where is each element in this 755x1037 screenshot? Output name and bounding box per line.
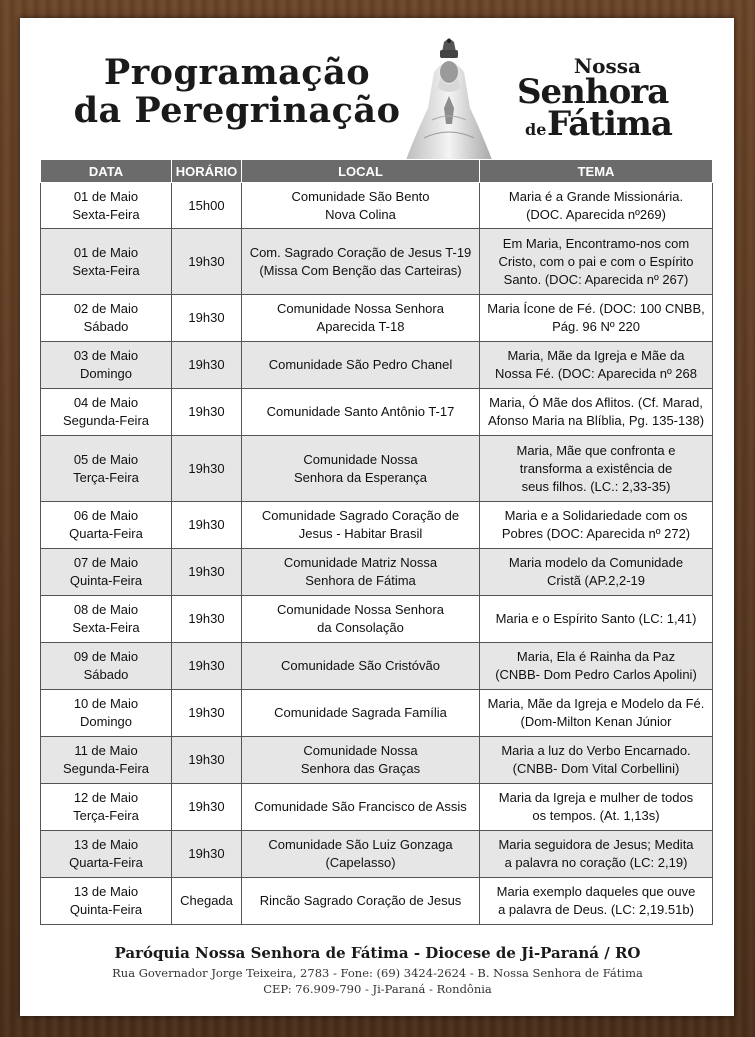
- tema-line: Maria Ícone de Fé. (DOC: 100 CNBB,: [487, 301, 705, 316]
- cell-date: [41, 643, 172, 690]
- tema-line: transforma a existência de: [519, 460, 673, 476]
- cell-date: [41, 436, 172, 502]
- page-title: [72, 54, 402, 130]
- cell-tema: [480, 690, 713, 737]
- weekday-text: Domingo: [79, 714, 133, 729]
- table-row: [41, 389, 713, 436]
- cell-tema: [480, 183, 713, 229]
- local-line: Comunidade Matriz Nossa: [283, 555, 438, 570]
- cell-local: [242, 389, 480, 436]
- cell-local: [242, 784, 480, 831]
- cell-date: [41, 690, 172, 737]
- cell-local: [242, 878, 480, 925]
- brand-senhora: Senhora: [517, 72, 669, 112]
- weekday-text: Sábado: [83, 319, 129, 334]
- title-line-2: da Peregrinação: [73, 90, 401, 131]
- footer-cep: CEP: 76.909-790 - Ji-Paraná - Rondônia: [263, 982, 492, 996]
- cell-time: Chegada: [172, 878, 242, 925]
- date-text: 05 de Maio: [73, 451, 139, 467]
- cell-tema: [480, 549, 713, 596]
- tema-line: Maria é a Grande Missionária.: [508, 188, 684, 204]
- cell-time: 19h30: [172, 436, 242, 502]
- cell-tema: [480, 502, 713, 549]
- brand-nossa: Nossa: [573, 54, 641, 78]
- local-line: Comunidade Nossa Senhora: [277, 602, 444, 617]
- cell-local: [242, 643, 480, 690]
- weekday-text: Quinta-Feira: [69, 573, 143, 588]
- cell-local: [242, 229, 480, 295]
- local-line: Rincão Sagrado Coração de Jesus: [259, 893, 462, 908]
- table-row: [41, 596, 713, 643]
- tema-line: Maria a luz do Verbo Encarnado.: [501, 743, 691, 758]
- weekday-text: Segunda-Feira: [63, 413, 149, 428]
- table-row: [41, 690, 713, 737]
- tema-line: Maria e a Solidariedade com os: [504, 508, 688, 523]
- tema-line: (DOC. Aparecida nº269): [526, 206, 666, 222]
- date-text: 02 de Maio: [73, 301, 139, 316]
- date-text: 09 de Maio: [73, 649, 139, 664]
- date-text: 03 de Maio: [73, 348, 139, 363]
- tema-line: os tempos. (At. 1,13s): [532, 808, 660, 823]
- date-text: 04 de Maio: [73, 395, 139, 410]
- table-row: [41, 295, 713, 342]
- date-text: 07 de Maio: [73, 555, 139, 570]
- cell-time: 15h00: [172, 183, 242, 229]
- table-row: [41, 229, 713, 295]
- cell-date: [41, 549, 172, 596]
- local-line: Comunidade São Francisco de Assis: [254, 799, 467, 814]
- cell-local: [242, 831, 480, 878]
- cell-date: [41, 737, 172, 784]
- local-line: Nova Colina: [325, 206, 396, 222]
- date-text: 01 de Maio: [73, 244, 139, 260]
- local-line: da Consolação: [317, 620, 404, 635]
- local-line: Comunidade Nossa Senhora: [277, 301, 444, 316]
- table-row: [41, 831, 713, 878]
- cell-local: [242, 596, 480, 643]
- cell-date: [41, 596, 172, 643]
- weekday-text: Sexta-Feira: [72, 206, 140, 222]
- tema-line: a palavra no coração (LC: 2,19): [504, 855, 688, 870]
- footer-parish: Paróquia Nossa Senhora de Fátima - Diocese de Ji-Paraná / RO: [114, 944, 641, 962]
- tema-line: seus filhos. (LC.: 2,33-35): [521, 478, 671, 494]
- column-header-local: LOCAL: [242, 160, 480, 183]
- tema-line: Maria seguidora de Jesus; Medita: [498, 837, 694, 852]
- cell-local: [242, 342, 480, 389]
- date-text: 10 de Maio: [73, 696, 139, 711]
- madonna-statue-icon: [404, 38, 494, 160]
- cell-time: 19h30: [172, 596, 242, 643]
- weekday-text: Terça-Feira: [73, 808, 139, 823]
- table-row: [41, 549, 713, 596]
- weekday-text: Terça-Feira: [73, 469, 139, 485]
- cell-date: [41, 183, 172, 229]
- date-text: 08 de Maio: [73, 602, 139, 617]
- column-header-tema: TEMA: [480, 160, 713, 183]
- tema-line: Maria, Ela é Rainha da Paz: [516, 649, 676, 664]
- table-row: [41, 878, 713, 925]
- local-line: Senhora das Graças: [300, 761, 421, 776]
- cell-local: [242, 436, 480, 502]
- tema-line: Afonso Maria na Blíblia, Pg. 135-138): [487, 413, 705, 428]
- tema-line: (CNBB- Dom Pedro Carlos Apolini): [495, 667, 697, 682]
- cell-tema: [480, 229, 713, 295]
- cell-time: 19h30: [172, 690, 242, 737]
- date-text: 06 de Maio: [73, 508, 139, 523]
- table-row: [41, 342, 713, 389]
- tema-line: Maria modelo da Comunidade: [508, 555, 684, 570]
- cell-local: [242, 295, 480, 342]
- tema-line: Pobres (DOC: Aparecida nº 272): [501, 526, 691, 541]
- cell-time: 19h30: [172, 229, 242, 295]
- tema-line: Maria da Igreja e mulher de todos: [498, 790, 694, 805]
- local-line: (Capelasso): [325, 855, 396, 870]
- schedule-body: [41, 183, 713, 925]
- brand-de: de: [525, 120, 547, 139]
- cell-tema: [480, 295, 713, 342]
- tema-line: (Dom-Milton Kenan Júnior: [520, 714, 672, 729]
- local-line: Comunidade Nossa: [303, 451, 418, 467]
- local-line: (Missa Com Benção das Carteiras): [259, 262, 462, 278]
- date-text: 13 de Maio: [73, 837, 139, 852]
- local-line: Comunidade São Luiz Gonzaga: [268, 837, 453, 852]
- cell-tema: [480, 389, 713, 436]
- cell-time: 19h30: [172, 389, 242, 436]
- cell-date: [41, 295, 172, 342]
- cell-time: 19h30: [172, 784, 242, 831]
- local-line: Com. Sagrado Coração de Jesus T-19: [249, 244, 472, 260]
- cell-time: 19h30: [172, 643, 242, 690]
- cell-date: [41, 389, 172, 436]
- cell-local: [242, 549, 480, 596]
- cell-tema: [480, 436, 713, 502]
- column-header-horario: HORÁRIO: [172, 160, 242, 183]
- cell-tema: [480, 596, 713, 643]
- tema-line: Cristã (AP.2,2-19: [546, 573, 646, 588]
- title-line-1: Programação: [103, 52, 371, 93]
- local-line: Comunidade São Cristóvão: [281, 658, 440, 673]
- local-line: Comunidade São Pedro Chanel: [268, 357, 453, 372]
- local-line: Aparecida T-18: [316, 319, 405, 334]
- cell-tema: [480, 342, 713, 389]
- footer-address: Rua Governador Jorge Teixeira, 2783 - Fone: (69) 3424-2624 - B. Nossa Senhora de Fátima: [112, 966, 643, 980]
- local-line: Comunidade Sagrado Coração de: [261, 508, 460, 523]
- column-header-data: DATA: [41, 160, 172, 183]
- date-text: 01 de Maio: [73, 188, 139, 204]
- cell-local: [242, 183, 480, 229]
- cell-tema: [480, 878, 713, 925]
- tema-line: Em Maria, Encontramo-nos com: [502, 235, 690, 251]
- tema-line: Maria, Mãe da Igreja e Modelo da Fé.: [487, 696, 705, 711]
- tema-line: Maria exemplo daqueles que ouve: [496, 884, 696, 899]
- table-row: [41, 502, 713, 549]
- cell-date: [41, 784, 172, 831]
- cell-date: [41, 229, 172, 295]
- local-line: Jesus - Habitar Brasil: [298, 526, 423, 541]
- cell-local: [242, 690, 480, 737]
- schedule-table: [40, 159, 713, 925]
- cell-date: [41, 831, 172, 878]
- table-row: [41, 436, 713, 502]
- cell-date: [41, 342, 172, 389]
- local-line: Senhora da Esperança: [294, 469, 427, 485]
- local-line: Comunidade Santo Antônio T-17: [266, 404, 455, 419]
- weekday-text: Domingo: [79, 366, 133, 381]
- date-text: 13 de Maio: [73, 884, 139, 899]
- table-row: [41, 737, 713, 784]
- tema-line: Nossa Fé. (DOC: Aparecida nº 268: [494, 366, 697, 381]
- weekday-text: Quinta-Feira: [69, 902, 143, 917]
- cell-tema: [480, 643, 713, 690]
- cell-date: [41, 878, 172, 925]
- weekday-text: Quarta-Feira: [69, 526, 143, 541]
- cell-time: 19h30: [172, 502, 242, 549]
- weekday-text: Sábado: [83, 667, 129, 682]
- table-row: [41, 784, 713, 831]
- cell-local: [242, 502, 480, 549]
- tema-line: Pág. 96 Nº 220: [552, 319, 640, 334]
- cell-tema: [480, 784, 713, 831]
- table-row: [41, 643, 713, 690]
- weekday-text: Sexta-Feira: [72, 620, 140, 635]
- local-line: Comunidade Nossa: [303, 743, 418, 758]
- tema-line: Maria, Mãe que confronta e: [516, 442, 676, 458]
- cell-local: [242, 737, 480, 784]
- table-header-row: [41, 160, 713, 183]
- weekday-text: Quarta-Feira: [69, 855, 143, 870]
- local-line: Comunidade Sagrada Família: [274, 705, 447, 720]
- local-line: Senhora de Fátima: [305, 573, 416, 588]
- cell-date: [41, 502, 172, 549]
- weekday-text: Segunda-Feira: [63, 761, 149, 776]
- tema-line: (CNBB- Dom Vital Corbellini): [512, 761, 680, 776]
- local-line: Comunidade São Bento: [291, 188, 430, 204]
- tema-line: Maria, Mãe da Igreja e Mãe da: [507, 348, 685, 363]
- cell-time: 19h30: [172, 549, 242, 596]
- cell-time: 19h30: [172, 295, 242, 342]
- date-text: 12 de Maio: [73, 790, 139, 805]
- brand-fatima: Fátima: [547, 104, 672, 144]
- tema-line: Maria e o Espírito Santo (LC: 1,41): [495, 611, 697, 626]
- tema-line: Santo. (DOC: Aparecida nº 267): [503, 271, 689, 287]
- cell-time: 19h30: [172, 831, 242, 878]
- table-row: [41, 183, 713, 229]
- brand-logo: [495, 54, 685, 144]
- tema-line: a palavra de Deus. (LC: 2,19.51b): [498, 902, 694, 917]
- date-text: 11 de Maio: [74, 743, 138, 758]
- cell-time: 19h30: [172, 737, 242, 784]
- weekday-text: Sexta-Feira: [72, 262, 140, 278]
- cell-time: 19h30: [172, 342, 242, 389]
- tema-line: Maria, Ó Mãe dos Aflitos. (Cf. Marad,: [489, 395, 703, 410]
- cell-tema: [480, 831, 713, 878]
- cell-tema: [480, 737, 713, 784]
- tema-line: Cristo, com o pai e com o Espírito: [498, 253, 694, 269]
